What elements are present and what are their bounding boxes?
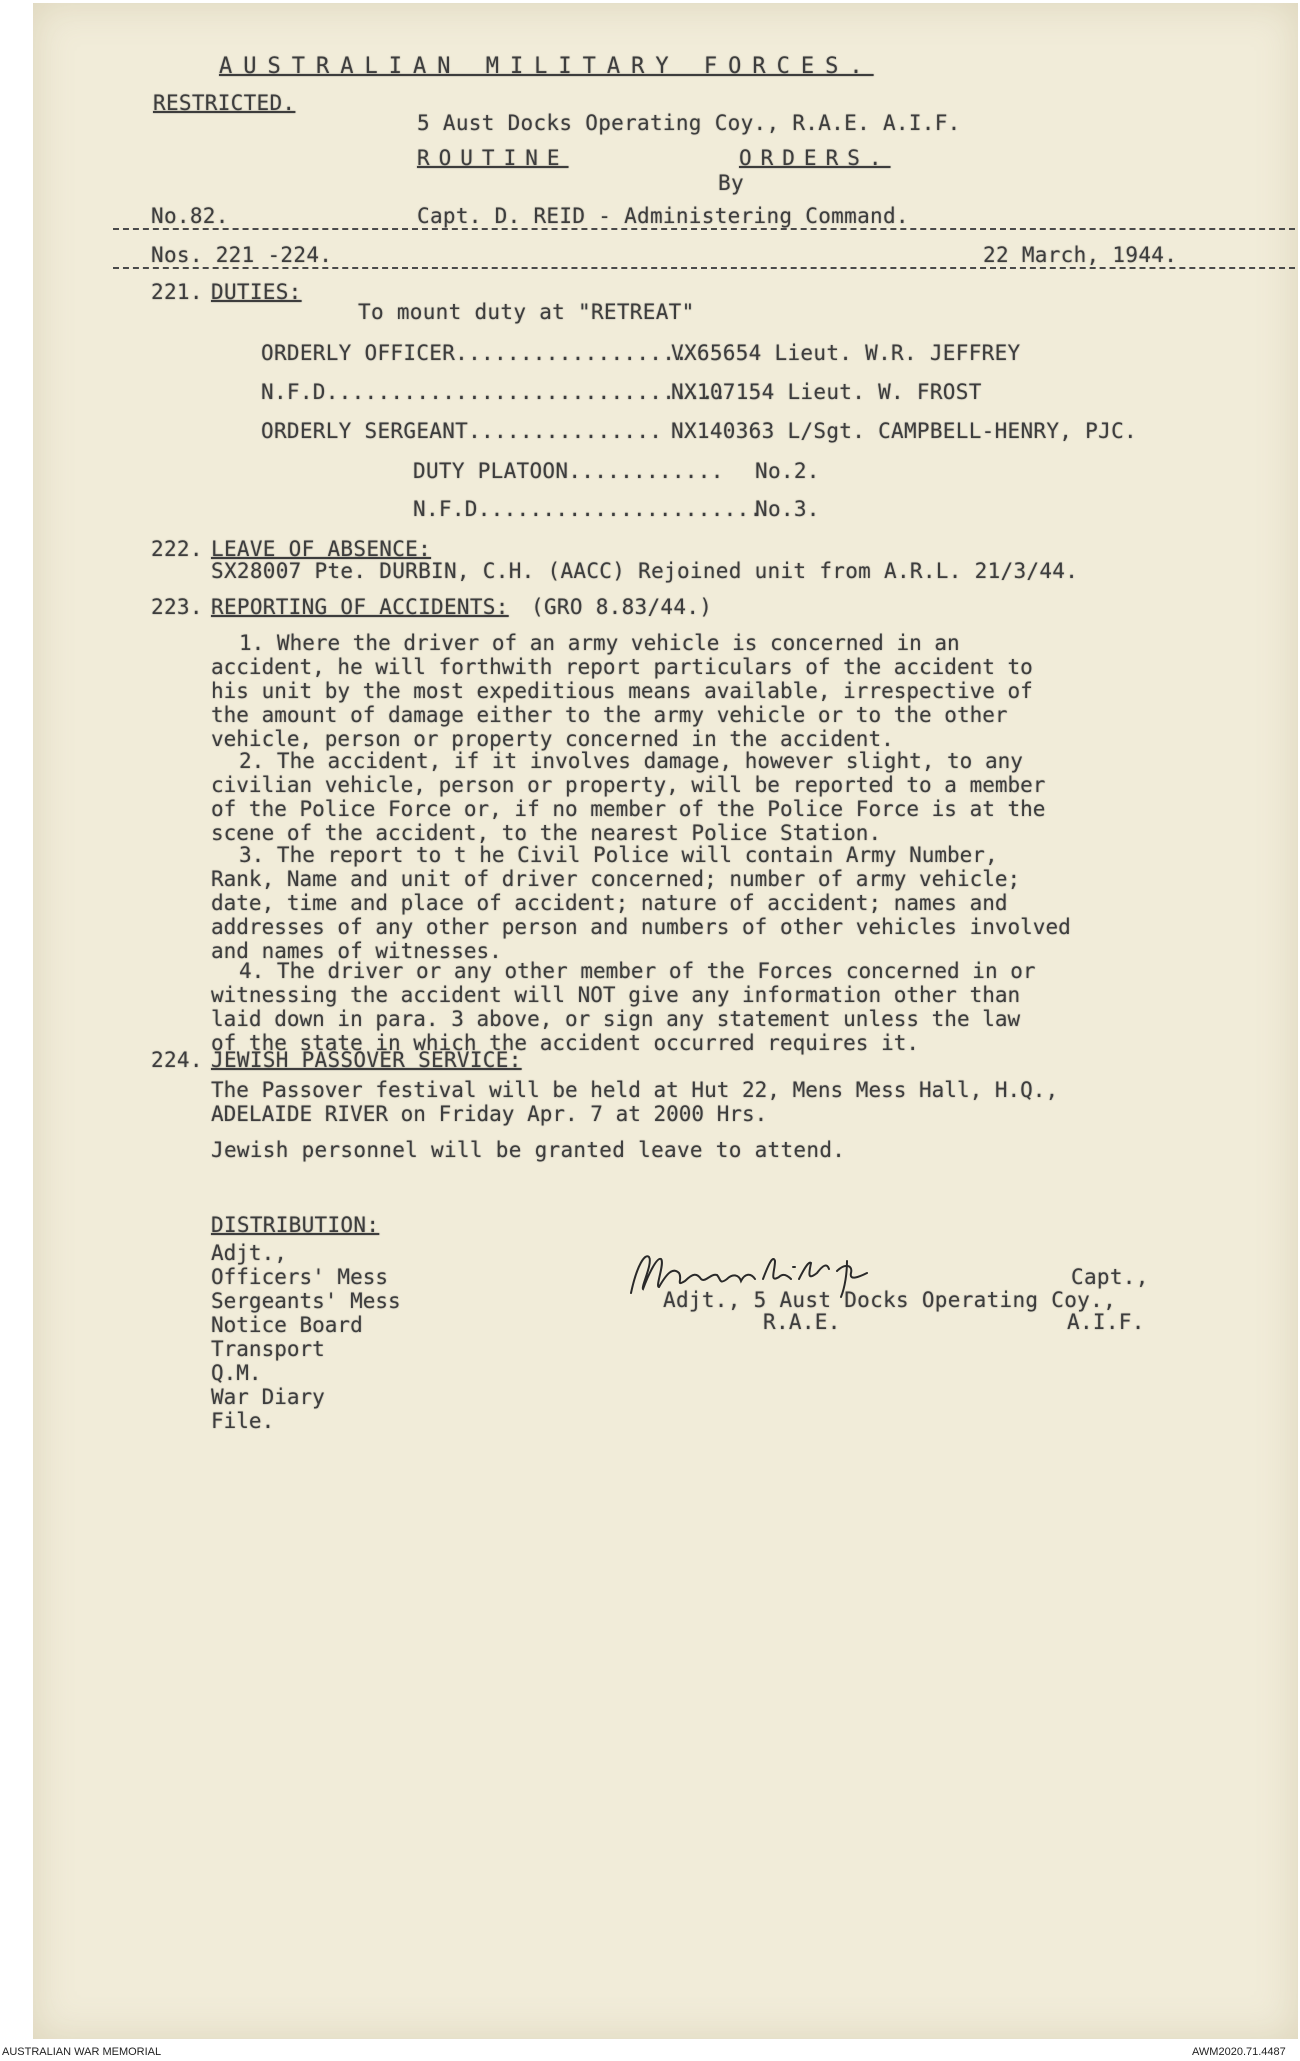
paragraph-line: the amount of damage either to the army vehicle or to the other [211,703,1008,727]
s224-number: 224. [151,1048,203,1072]
unit-name: 5 Aust Docks Operating Coy., R.A.E. A.I.F. [417,111,961,135]
paragraph-line: witnessing the accident will NOT give any information other than [211,983,1021,1007]
distribution-item: Transport [211,1337,325,1361]
signature-rae: R.A.E. [763,1310,841,1334]
duty-role: ORDERLY OFFICER.................. [261,341,689,365]
s223-paragraph-2 [211,749,1045,845]
s224-paragraph [211,1078,1058,1126]
by-label: By [718,171,744,195]
paragraph-line: 4. The driver or any other member of the Forces concerned in or [239,959,1036,983]
orders-word-routine: ROUTINE [417,146,569,170]
duty-role: N.F.D............................... [261,380,727,404]
duty-role: N.F.D...................... [413,497,763,521]
s222-heading: LEAVE OF ABSENCE: [211,537,432,561]
s223-paragraph-1 [211,631,1033,751]
distribution-item: War Diary [211,1385,325,1409]
distribution-item: Sergeants' Mess [211,1289,401,1313]
order-range: Nos. 221 -224. [151,243,333,267]
distribution-item: Officers' Mess [211,1265,389,1289]
signature-capt: Capt., [1071,1265,1149,1289]
signature-unit: Adjt., 5 Aust Docks Operating Coy., [663,1288,1117,1312]
orders-word-orders: ORDERS. [739,146,891,170]
duty-assignee: VX65654 Lieut. W.R. JEFFREY [671,341,1021,365]
footer-accession-number: AWM2020.71.4487 [1192,2046,1286,2058]
paragraph-line: scene of the accident, to the nearest Police Station. [211,821,882,845]
s222-number: 222. [151,537,203,561]
distribution-item: Notice Board [211,1313,363,1337]
paragraph-line: of the state in which the accident occurred requires it. [211,1031,920,1055]
distribution-item: File. [211,1409,275,1433]
distribution-list [211,1241,401,1433]
duty-assignee: NX107154 Lieut. W. FROST [671,380,982,404]
duty-role: ORDERLY SERGEANT............... [261,419,663,443]
paragraph-line: his unit by the most expeditious means available, irrespective of [211,679,1033,703]
paragraph-line: of the Police Force or, if no member of the Police Force is at the [211,797,1046,821]
paragraph-line: ADELAIDE RIVER on Friday Apr. 7 at 2000 Hrs. [211,1102,768,1126]
header-rule-top [113,228,1295,230]
paragraph-line: laid down in para. 3 above, or sign any statement unless the law [211,1007,1021,1031]
distribution-item: Adjt., [211,1241,287,1265]
duty-assignee: NX140363 L/Sgt. CAMPBELL-HENRY, PJC. [671,419,1137,443]
classification: RESTRICTED. [153,91,296,115]
paragraph-line: 2. The accident, if it involves damage, however slight, to any [239,749,1023,773]
paragraph-line: civilian vehicle, person or property, will be reported to a member [211,773,1046,797]
distribution-item: Q.M. [211,1361,262,1385]
paragraph-line: 3. The report to t he Civil Police will contain Army Number, [239,843,998,867]
paragraph-line: accident, he will forthwith report particulars of the accident to [211,655,1033,679]
paragraph-line: Rank, Name and unit of driver concerned; number of army vehicle; [211,867,1021,891]
s223-paragraph-4 [211,959,1036,1055]
signature-text: MJ Lawson Lieut for [623,1243,635,1244]
signature-aif: A.I.F. [1067,1310,1145,1334]
document-page [33,3,1298,2039]
commander: Capt. D. REID - Administering Command. [417,204,909,228]
s221-number: 221. [151,280,203,304]
org-title: AUSTRALIAN MILITARY FORCES. [219,54,874,79]
s223-reference: (GRO 8.83/44.) [531,595,713,619]
duty-role: DUTY PLATOON............ [413,459,724,483]
order-date: 22 March, 1944. [983,243,1178,267]
s224-heading: JEWISH PASSOVER SERVICE: [211,1048,522,1072]
paragraph-line: addresses of any other person and numbers of other vehicles involved [211,915,1071,939]
s224-leave-note: Jewish personnel will be granted leave to attend. [211,1138,846,1162]
s223-paragraph-3 [211,843,1071,963]
header-rule-bottom [113,267,1295,269]
s223-heading: REPORTING OF ACCIDENTS: [211,595,509,619]
order-number: No.82. [151,204,229,228]
paragraph-line: date, time and place of accident; nature of accident; names and [211,891,1008,915]
s223-number: 223. [151,595,203,619]
paragraph-line: vehicle, person or property concerned in the accident. [211,727,894,751]
distribution-heading: DISTRIBUTION: [211,1213,380,1237]
paragraph-line: and names of witnesses. [211,939,502,963]
s221-heading: DUTIES: [211,280,302,304]
footer-institution: AUSTRALIAN WAR MEMORIAL [2,2046,162,2058]
duty-assignee: No.2. [755,459,820,483]
paragraph-line: 1. Where the driver of an army vehicle is concerned in an [239,631,960,655]
paragraph-line: The Passover festival will be held at Hut 22, Mens Mess Hall, H.Q., [211,1078,1059,1102]
s221-intro: To mount duty at "RETREAT" [358,300,695,324]
s222-line: SX28007 Pte. DURBIN, C.H. (AACC) Rejoined unit from A.R.L. 21/3/44. [211,559,1079,583]
duty-assignee: No.3. [755,497,820,521]
